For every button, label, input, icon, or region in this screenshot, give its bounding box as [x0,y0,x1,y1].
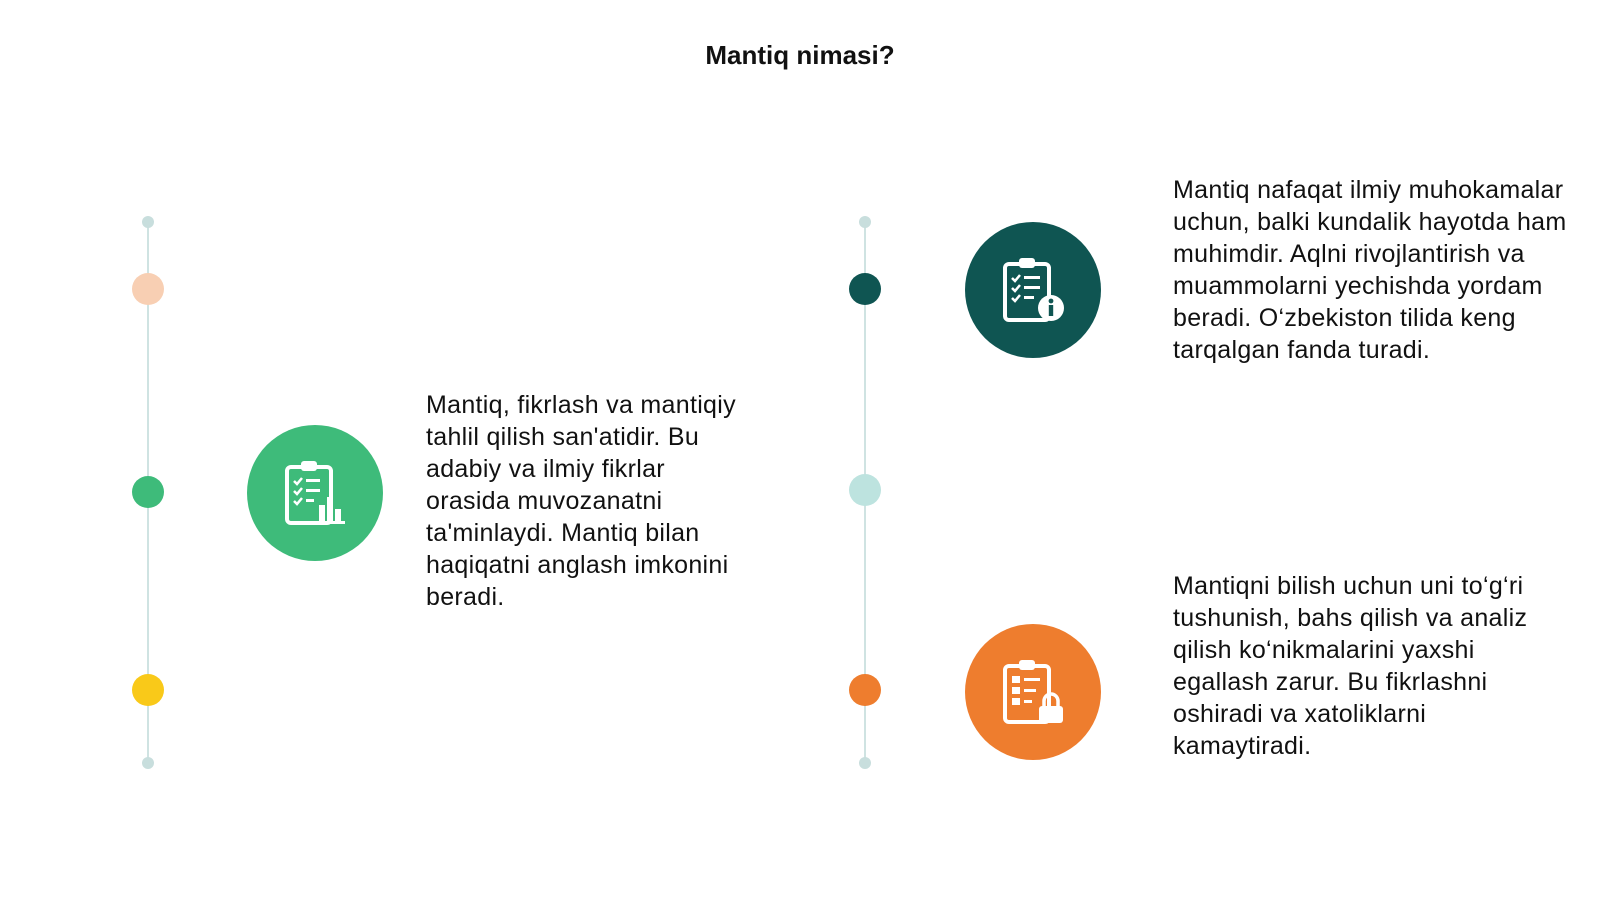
right-timeline-teal-dot [849,273,881,305]
left-timeline-green-dot [132,476,164,508]
right-timeline-orange-dot [849,674,881,706]
page-title: Mantiq nimasi? [705,40,895,70]
left-timeline-end-dot [142,757,154,769]
clipboard-lock-icon [997,656,1069,728]
clipboard-info-icon [997,254,1069,326]
clipboard-chart-icon [279,457,351,529]
item-2-text: Mantiq nafaqat ilmiy muhokamalar uchun, balki kundalik hayotda ham muhimdir. Aqlni rivojlantirish va muammolarni yechishda yordam beradi. O‘zbekiston tilida keng tarqalgan fanda turadi. [1173,176,1567,364]
left-timeline-start-dot [142,216,154,228]
right-timeline-end-dot [859,757,871,769]
item-3-icon-circle [965,624,1101,760]
left-timeline-yellow-dot [132,674,164,706]
left-timeline-peach-dot [132,273,164,305]
item-1-icon-circle [247,425,383,561]
item-1-text: Mantiq, fikrlash va mantiqiy tahlil qilish san'atidir. Bu adabiy va ilmiy fikrlar orasida muvozanatni ta'minlaydi. Mantiq bilan haqiqatni anglash imkonini beradi. [426,391,736,611]
item-3-text: Mantiqni bilish uchun uni to‘g‘ri tushunish, bahs qilish va analiz qilish ko‘nikmalarini yaxshi egallash zarur. Bu fikrlashni oshiradi va xatoliklarni kamaytiradi. [1173,572,1528,760]
right-timeline-mint-dot [849,474,881,506]
item-2-icon-circle [965,222,1101,358]
right-timeline-start-dot [859,216,871,228]
